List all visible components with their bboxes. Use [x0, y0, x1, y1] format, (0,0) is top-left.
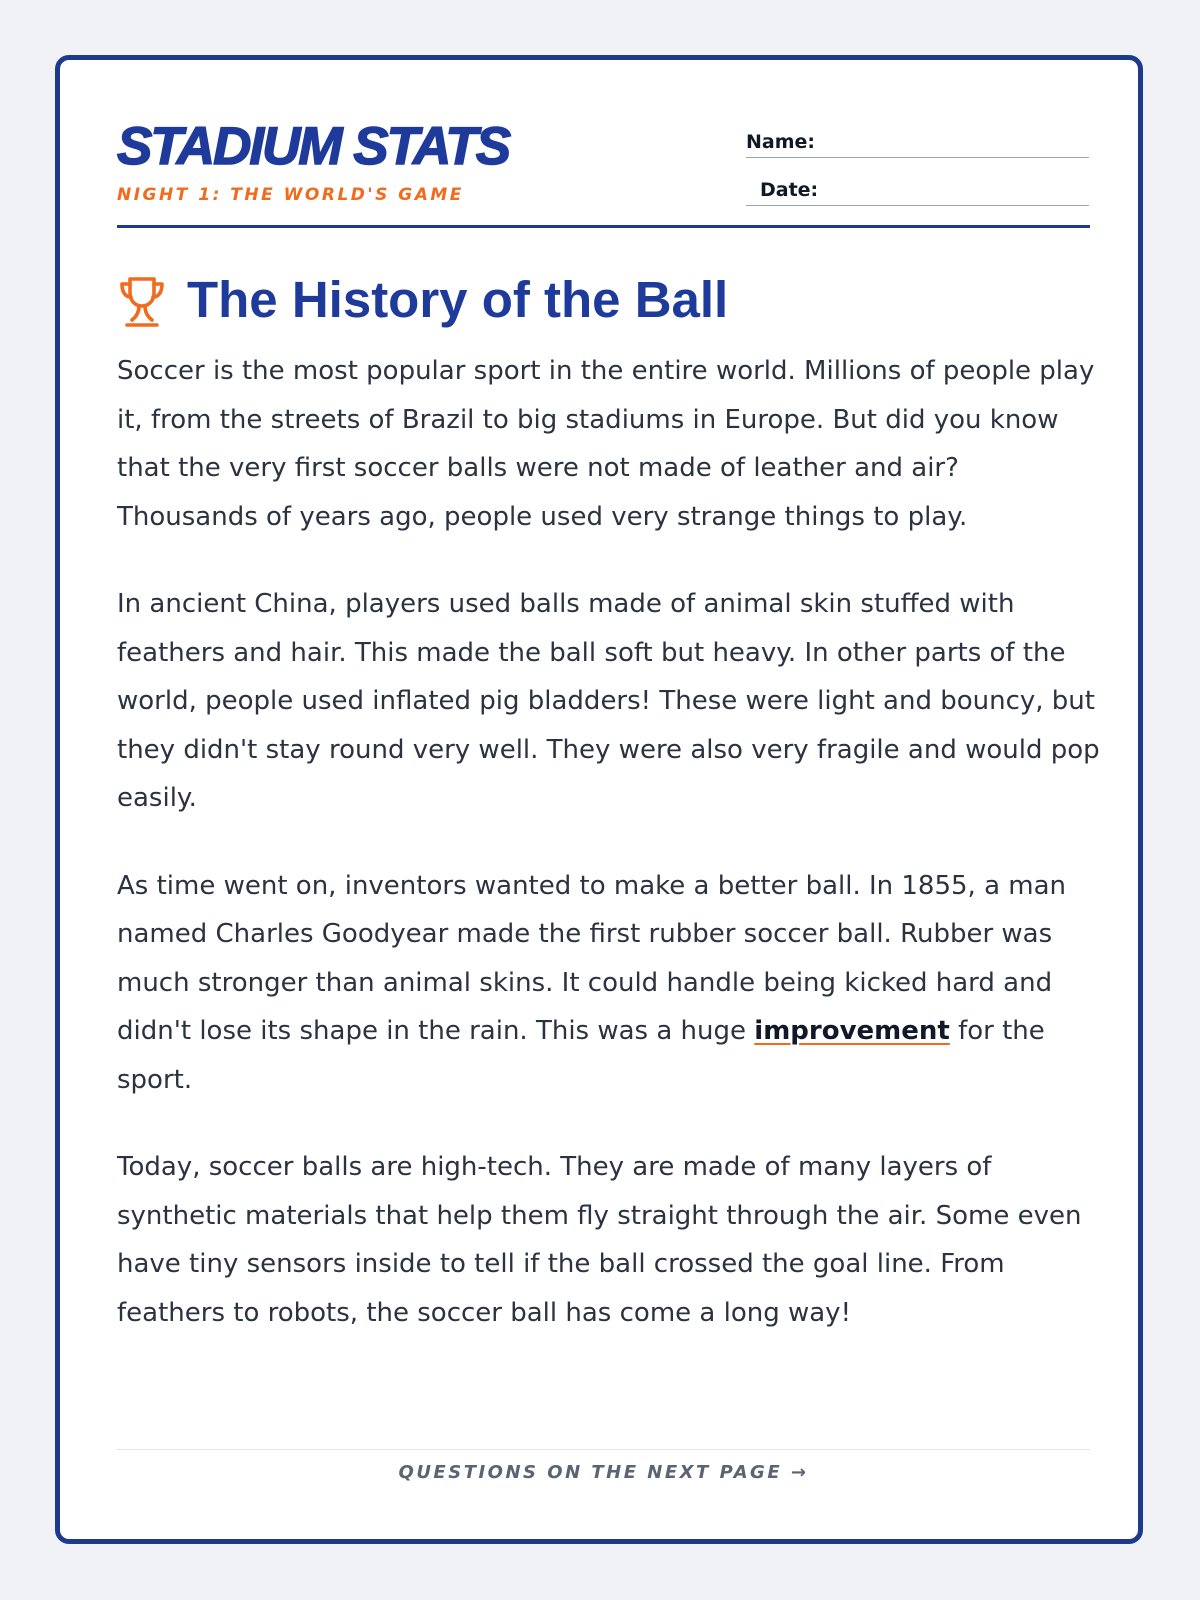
- page-title: The History of the Ball: [187, 271, 729, 328]
- vocab-word: improvement: [754, 1016, 950, 1046]
- paragraph-3-text-end: for the sport.: [117, 1016, 1045, 1095]
- date-field[interactable]: [746, 169, 1089, 206]
- worksheet-header: [117, 115, 1090, 228]
- worksheet-page: [55, 55, 1143, 1544]
- section-title-row: [117, 265, 1097, 335]
- reading-passage: [117, 347, 1107, 1376]
- brand-subtitle: NIGHT 1: THE WORLD'S GAME: [117, 185, 464, 205]
- footer-divider: [117, 1449, 1090, 1450]
- paragraph-2: In ancient China, players used balls made of animal skin stuffed with feathers and hair. This made the ball soft but heavy. In other parts of the world, people used inflated pig bladders! These were light and bouncy, but they didn't stay round very well. They were also very fragile and would pop easily.: [117, 589, 1100, 813]
- brand-title: STADIUM STATS: [117, 117, 510, 176]
- name-label: Name:: [746, 131, 816, 153]
- name-field[interactable]: [746, 121, 1089, 158]
- paragraph-3-text-start: As time went on, inventors wanted to make a better ball. In 1855, a man named Charles Goodyear made the first rubber soccer ball. Rubber was much stronger than animal skins. It could handle being kicked hard and didn't lose its shape in the rain. This was a huge: [117, 870, 1067, 1046]
- trophy-icon: [117, 275, 167, 329]
- paragraph-4: Today, soccer balls are high-tech. They are made of many layers of synthetic materials that help them fly straight through the air. Some even have tiny sensors inside to tell if the ball crossed the goal line. From feathers to robots, the soccer ball has come a long way!: [117, 1152, 1082, 1328]
- date-label: Date:: [760, 179, 819, 201]
- paragraph-1: Soccer is the most popular sport in the entire world. Millions of people play it, from the streets of Brazil to big stadiums in Europe. But did you know that the very first soccer balls were not made of leather and air? Thousands of years ago, people used very strange things to play.: [117, 356, 1095, 532]
- footer-note: QUESTIONS ON THE NEXT PAGE →: [398, 1462, 809, 1483]
- paragraph-3: [117, 862, 1107, 1105]
